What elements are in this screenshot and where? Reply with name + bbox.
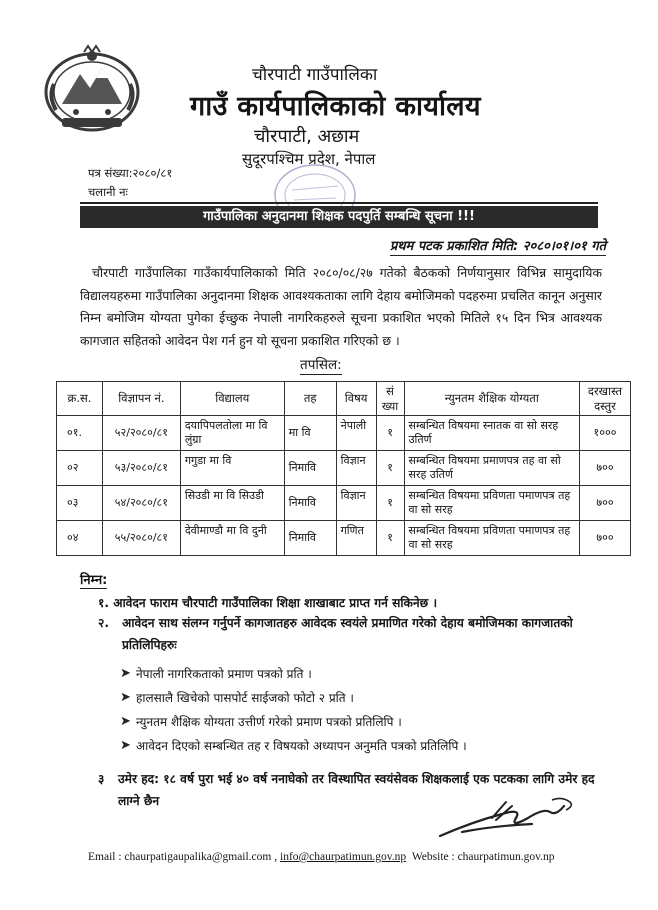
vacancy-table xyxy=(56,381,631,556)
cell-qualification: सम्बन्धित विषयमा प्रमाणपत्र तह वा सो सरह उतिर्ण xyxy=(404,451,579,486)
note-2 xyxy=(98,612,603,656)
website-link[interactable]: chaurpatimun.gov.np xyxy=(457,851,555,863)
cell-school: सिउडी मा वि सिउडी xyxy=(180,486,284,521)
intro-paragraph: चौरपाटी गाउँपालिका गाउँकार्यपालिकाको मिति २०८०/०८/२७ गतेको बैठकको निर्णयानुसार विभिन्न सामुदायिक विद्यालयहरुमा गाउँपालिका अनुदानमा शिक्षक आवश्यकताका लागि देहाय बमोजिमको पदहरुमा प्रचलित कानून अनुसार निम्न बमोजिम योग्यता पुगेका ईच्छुक नेपाली नागरिकहरुले सूचना प्रकाशित भएको मितिले १५ दिन भित्र आवश्यक कागजात सहितको आवेदन पेश गर्न हुन यो सूचना प्रकाशित गरिएको छ । xyxy=(80,265,602,348)
cell-qualification: सम्बन्धित विषयमा स्नातक वा सो सरह उतिर्ण xyxy=(404,416,579,451)
note-1: १. आवेदन फाराम चौरपाटी गाउँपालिका शिक्षा शाखाबाट प्राप्त गर्न सकिनेछ । xyxy=(98,596,438,610)
cell-ad-no: ५३/२०८०/८१ xyxy=(102,451,180,486)
header-count-line1: सं xyxy=(386,383,394,398)
cell-sn: ०१. xyxy=(57,416,103,451)
document-list xyxy=(120,662,467,758)
header-fee xyxy=(580,382,631,416)
list-item xyxy=(120,686,467,710)
header-sn: क्र.स. xyxy=(57,382,103,416)
footer xyxy=(88,851,555,863)
list-item-text: न्युनतम शैक्षिक योग्यता उत्तीर्ण गरेको प्रमाण पत्रको प्रतिलिपि । xyxy=(136,715,402,729)
table-row xyxy=(57,486,631,521)
notice-banner: गाउँपालिका अनुदानमा शिक्षक पदपुर्ति सम्बन्धि सूचना !!! xyxy=(80,206,598,228)
cell-count: १ xyxy=(376,486,404,521)
header-level: तह xyxy=(284,382,336,416)
header-divider xyxy=(80,202,598,204)
publication-date: प्रथम पटक प्रकाशित मिति: २०८०।०१।०१ गते xyxy=(390,236,606,256)
cell-level: निमावि xyxy=(284,521,336,556)
cell-qualification: सम्बन्धित विषयमा प्रविणता पमाणपत्र तह वा सो सरह xyxy=(404,486,579,521)
footer-separator: , xyxy=(271,851,280,863)
cell-subject: नेपाली xyxy=(336,416,376,451)
cell-count: १ xyxy=(376,451,404,486)
header-qualification: न्युनतम शैक्षिक योग्यता xyxy=(404,382,579,416)
cell-count: १ xyxy=(376,416,404,451)
list-item-text: आवेदन दिएको सम्बन्धित तह र विषयको अध्यापन अनुमति पत्रको प्रतिलिपि । xyxy=(136,739,467,753)
email-secondary-link[interactable]: info@chaurpatimun.gov.np xyxy=(280,851,407,863)
website-label: Website : xyxy=(411,851,458,863)
notes-title: निम्न: xyxy=(80,570,107,589)
chevron-right-icon: ➤ xyxy=(120,738,131,753)
list-item xyxy=(120,662,467,686)
cell-qualification: सम्बन्धित विषयमा प्रविणता पमाणपत्र तह वा सो सरह xyxy=(404,521,579,556)
office-province: सुदूरपश्चिम प्रदेश, नेपाल xyxy=(242,150,376,168)
details-title: तपसिल: xyxy=(300,357,342,373)
chevron-right-icon: ➤ xyxy=(120,714,131,729)
cell-level: निमावि xyxy=(284,451,336,486)
office-name: चौरपाटी गाउँपालिका xyxy=(252,65,378,85)
cell-fee: ७०० xyxy=(580,486,631,521)
cell-level: निमावि xyxy=(284,486,336,521)
email-primary[interactable]: chaurpatigaupalika@gmail.com xyxy=(124,851,272,863)
list-item xyxy=(120,734,467,758)
note-3-number: ३ xyxy=(98,772,105,786)
nepal-government-emblem-icon xyxy=(42,44,142,134)
note-3-text: उमेर हद: १८ वर्ष पुरा भई ४० वर्ष ननाघेको तर विस्थापित स्वयंसेवक शिक्षकलाई एक पटकका लागि उमेर हद लाग्ने छैन xyxy=(118,772,595,808)
signature-icon xyxy=(432,792,582,844)
cell-ad-no: ५५/२०८०/८१ xyxy=(102,521,180,556)
note-2-text: आवेदन साथ संलग्न गर्नुपर्ने कागजातहरु आवेदक स्वयंले प्रमाणित गरेको देहाय बमोजिमका कागजातको प्रतिलिपिहरुः xyxy=(122,616,573,652)
header-ad-no: विज्ञापन नं. xyxy=(102,382,180,416)
cell-fee: ७०० xyxy=(580,451,631,486)
dispatch-number: चलानी नः xyxy=(88,185,128,199)
header-fee-line1: दरखास्त xyxy=(587,383,623,398)
table-row xyxy=(57,521,631,556)
header-school: विद्यालय xyxy=(180,382,284,416)
cell-school: देवीमाण्डौ मा वि दुनी xyxy=(180,521,284,556)
cell-school: गगुडा मा वि xyxy=(180,451,284,486)
table-row xyxy=(57,416,631,451)
office-address: चौरपाटी, अछाम xyxy=(254,126,360,147)
email-label: Email : xyxy=(88,851,125,863)
cell-school: दयापिपलतोला मा वि लुंग्रा xyxy=(180,416,284,451)
header-count-line2: ख्या xyxy=(381,398,399,413)
cell-ad-no: ५२/२०८०/८१ xyxy=(102,416,180,451)
cell-sn: ०४ xyxy=(57,521,103,556)
list-item-text: हालसालै खिचेको पासपोर्ट साईजको फोटो २ प्रति । xyxy=(136,691,354,705)
cell-fee: १००० xyxy=(580,416,631,451)
cell-level: मा वि xyxy=(284,416,336,451)
cell-subject: गणित xyxy=(336,521,376,556)
table-header-row xyxy=(57,382,631,416)
cell-sn: ०२ xyxy=(57,451,103,486)
letter-number: पत्र संख्या:२०८०/८१ xyxy=(88,166,173,180)
table-row xyxy=(57,451,631,486)
cell-fee: ७०० xyxy=(580,521,631,556)
list-item-text: नेपाली नागरिकताको प्रमाण पत्रको प्रति । xyxy=(136,667,312,681)
office-main-title: गाउँ कार्यपालिकाको कार्यालय xyxy=(190,91,481,122)
note-2-number: २. xyxy=(98,616,109,630)
header-count xyxy=(376,382,404,416)
cell-subject: विज्ञान xyxy=(336,486,376,521)
chevron-right-icon: ➤ xyxy=(120,690,131,705)
cell-sn: ०३ xyxy=(57,486,103,521)
cell-ad-no: ५४/२०८०/८१ xyxy=(102,486,180,521)
header-fee-line2: दस्तुर xyxy=(594,398,616,413)
list-item xyxy=(120,710,467,734)
cell-count: १ xyxy=(376,521,404,556)
header-subject: विषय xyxy=(336,382,376,416)
chevron-right-icon: ➤ xyxy=(120,666,131,681)
cell-subject: विज्ञान xyxy=(336,451,376,486)
